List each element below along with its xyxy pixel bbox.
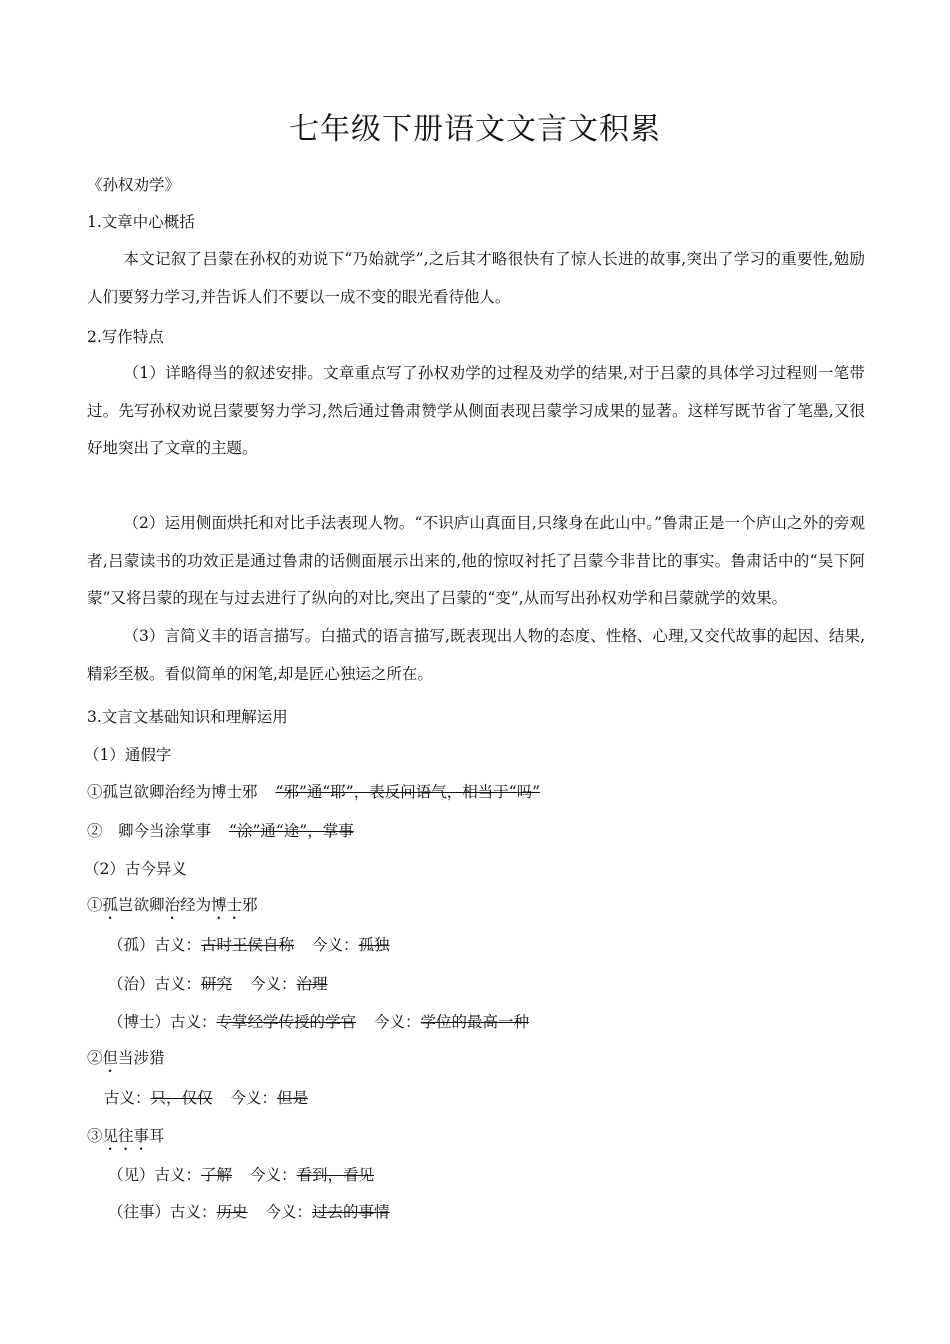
modern-label: 今义： [312, 936, 359, 954]
gujin-subheading: （2）古今异义 [84, 860, 187, 878]
modern-label: 今义： [265, 1203, 313, 1221]
modern-meaning: 过去的事情 [312, 1203, 390, 1221]
emphasized-word: 但 [102, 1049, 119, 1067]
item-number: ② [87, 1049, 103, 1067]
tongjia-note: “邪”通“耶”，表反问语气，相当于“吗” [275, 783, 541, 801]
gujin-row [108, 1201, 390, 1223]
tongjia-subheading: （1）通假字 [84, 746, 172, 764]
gujin-row [104, 1087, 308, 1109]
ancient-meaning: 历史 [216, 1203, 248, 1221]
ancient-meaning: 古时王侯自称 [201, 936, 295, 954]
modern-label: 今义： [374, 1013, 421, 1031]
ancient-meaning: 专掌经学传授的学官 [216, 1013, 357, 1031]
ancient-meaning: 研究 [201, 975, 233, 993]
article-title: 《孙权劝学》 [87, 176, 181, 194]
modern-label: 今义： [250, 975, 297, 993]
section1-text: 本文记叙了吕蒙在孙权的劝说下“乃始就学”,之后其才略很快有了惊人长进的故事,突出了学习的重要性,勉励人们要努力学习,并告诉人们不要以一成不变的眼光看待他人。 [87, 250, 865, 306]
row-label: 古义： [104, 1089, 151, 1107]
section2-point3: （3）言简义丰的语言描写。白描式的语言描写,既表现出人物的态度、性格、心理,又交代故事的起因、结果,精彩至极。看似简单的闲笔,却是匠心独运之所在。 [87, 627, 865, 683]
tongjia-item-1 [87, 781, 540, 803]
ancient-meaning: 只，仅仅 [150, 1089, 213, 1107]
tongjia-note: “涂”通“途”，掌事 [229, 822, 354, 840]
gujin-sentence-3 [87, 1125, 165, 1154]
item-number: ③ [87, 1127, 103, 1145]
emphasized-word: 博士 [211, 896, 243, 914]
row-label: （见）古义： [108, 1166, 202, 1184]
ancient-meaning: 了解 [201, 1166, 233, 1184]
sentence-text: 当涉猎 [118, 1049, 165, 1067]
tongjia-sentence: ①孤岂欲卿治经为博士邪 [87, 783, 258, 801]
section2-heading: 2.写作特点 [87, 328, 164, 346]
modern-meaning: 孤独 [358, 936, 390, 954]
gujin-row [108, 1164, 374, 1186]
row-label: （孤）古义： [108, 936, 202, 954]
modern-label: 今义： [250, 1166, 297, 1184]
tongjia-sentence: ② 卿今当涂掌事 [87, 822, 212, 840]
modern-meaning: 学位的最高一种 [420, 1013, 530, 1031]
sentence-text: 邪 [242, 896, 258, 914]
tongjia-item-2 [87, 820, 354, 842]
row-label: （往事）古义： [108, 1203, 217, 1221]
sentence-text: 经为 [180, 896, 212, 914]
modern-meaning: 但是 [277, 1089, 309, 1107]
emphasized-word: 治 [164, 896, 181, 914]
emphasized-word: 往事 [118, 1127, 150, 1145]
gujin-sentence-2 [87, 1047, 165, 1076]
item-number: ① [87, 896, 103, 914]
row-label: （治）古义： [108, 975, 202, 993]
section1-heading: 1.文章中心概括 [87, 213, 195, 231]
modern-meaning: 治理 [296, 975, 328, 993]
gujin-row [108, 934, 390, 956]
document-title: 七年级下册语文文言文积累 [289, 112, 661, 147]
modern-label: 今义： [230, 1089, 278, 1107]
gujin-sentence-1 [87, 894, 258, 923]
sentence-text: 耳 [149, 1127, 165, 1145]
gujin-row [108, 973, 328, 995]
section3-heading: 3.文言文基础知识和理解运用 [87, 708, 288, 726]
sentence-text: 岂欲卿 [118, 896, 165, 914]
emphasized-word: 见 [102, 1127, 119, 1145]
gujin-row [108, 1011, 529, 1033]
row-label: （博士）古义： [108, 1013, 217, 1031]
section2-point2: （2）运用侧面烘托和对比手法表现人物。“不识庐山真面目,只缘身在此山中。”鲁肃正是一个庐山之外的旁观者,吕蒙读书的功效正是通过鲁肃的话侧面展示出来的,他的惊叹衬托了吕蒙今非昔比的事实。鲁肃话中的“吴下阿蒙”又将吕蒙的现在与过去进行了纵向的对比,突出了吕蒙的“变”,从而写出孙权劝学和吕蒙就学的效果。 [87, 514, 865, 607]
emphasized-word: 孤 [102, 896, 119, 914]
modern-meaning: 看到，看见 [296, 1166, 375, 1184]
section2-point1: （1）详略得当的叙述安排。文章重点写了孙权劝学的过程及劝学的结果,对于吕蒙的具体学习过程则一笔带过。先写孙权劝说吕蒙要努力学习,然后通过鲁肃赞学从侧面表现吕蒙学习成果的显著。这样写既节省了笔墨,又很好地突出了文章的主题。 [87, 364, 865, 457]
